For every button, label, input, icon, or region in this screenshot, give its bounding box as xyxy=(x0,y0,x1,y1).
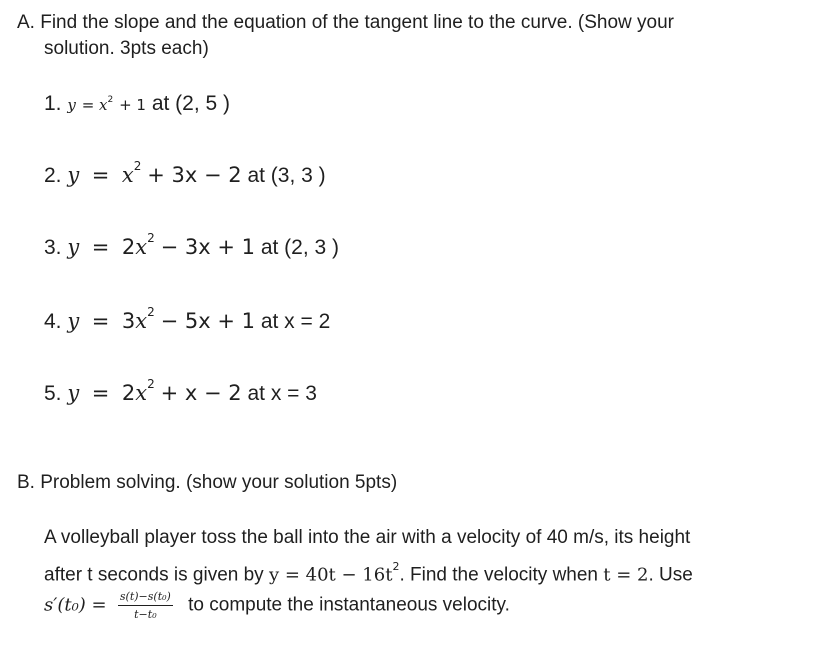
problem-condition: at x = 2 xyxy=(260,310,331,333)
problem-equals: = xyxy=(91,235,110,259)
section-a-heading-line2: solution. 3pts each) xyxy=(44,38,209,59)
problem-exponent: 2 xyxy=(147,305,155,319)
problem-4 xyxy=(44,305,331,334)
section-b-heading: B. Problem solving. (show your solution 5pts) xyxy=(17,472,398,493)
difference-quotient-fraction xyxy=(118,590,173,621)
problem-exponent: 2 xyxy=(147,231,155,245)
problem-3 xyxy=(44,231,340,260)
problem-coefficient: 3 xyxy=(121,309,136,333)
problem-lhs: y xyxy=(67,96,76,114)
problem-x: x xyxy=(135,381,148,405)
problem-coefficient: 2 xyxy=(121,381,136,405)
fraction-numerator: s(t)−s(t₀) xyxy=(118,590,173,606)
word-problem-line1: A volleyball player toss the ball into the air with a velocity of 40 m/s, its height xyxy=(44,527,691,548)
derivative-formula-lhs: s′(t₀) = xyxy=(44,594,107,616)
problem-number: 1. xyxy=(44,92,62,115)
problem-equals: = xyxy=(91,381,110,405)
height-equation: y = 40t − 16t xyxy=(268,564,393,586)
problem-number: 2. xyxy=(44,164,62,187)
word-problem-text-c: . Use xyxy=(648,564,693,586)
problem-rest: − 5x + 1 xyxy=(160,309,255,333)
problem-condition: at x = 3 xyxy=(247,382,317,405)
problem-1 xyxy=(44,92,230,116)
problem-condition: at (2, 5 ) xyxy=(151,92,231,115)
problem-equals: = xyxy=(91,163,110,187)
problem-exponent: 2 xyxy=(107,95,114,105)
height-equation-exponent: 2 xyxy=(392,560,400,573)
section-a-heading-line1: A. Find the slope and the equation of the tangent line to the curve. (Show your xyxy=(17,12,674,33)
problem-equals: = xyxy=(81,96,95,114)
problem-number: 4. xyxy=(44,310,62,333)
word-problem-text-b: . Find the velocity when xyxy=(399,564,598,586)
problem-x: x xyxy=(135,309,148,333)
problem-rest: + x − 2 xyxy=(160,381,242,405)
problem-number: 5. xyxy=(44,382,62,405)
fraction-denominator: t−t₀ xyxy=(134,608,157,621)
problem-rest: + 3x − 2 xyxy=(147,163,242,187)
problem-x: x xyxy=(135,235,148,259)
problem-x: x xyxy=(99,96,108,114)
problem-lhs: y xyxy=(67,309,80,333)
problem-exponent: 2 xyxy=(133,159,142,173)
time-condition: t = 2 xyxy=(603,564,649,586)
problem-rest: + 1 xyxy=(119,96,146,114)
problem-coefficient: 2 xyxy=(121,235,136,259)
problem-2 xyxy=(44,159,326,188)
problem-lhs: y xyxy=(67,381,80,405)
problem-rest: − 3x + 1 xyxy=(160,235,255,259)
problem-equals: = xyxy=(91,309,110,333)
word-problem-line2 xyxy=(44,560,693,586)
problem-exponent: 2 xyxy=(147,377,155,391)
word-problem-line3 xyxy=(44,590,510,621)
problem-lhs: y xyxy=(67,235,80,259)
problem-x: x xyxy=(121,163,134,187)
problem-condition: at (2, 3 ) xyxy=(260,236,340,259)
word-problem-text-a: after t seconds is given by xyxy=(44,564,264,586)
problem-number: 3. xyxy=(44,236,62,259)
word-problem-text-d: to compute the instantaneous velocity. xyxy=(188,594,510,616)
problem-lhs: y xyxy=(67,163,80,187)
problem-5 xyxy=(44,377,317,406)
problem-condition: at (3, 3 ) xyxy=(247,164,326,187)
